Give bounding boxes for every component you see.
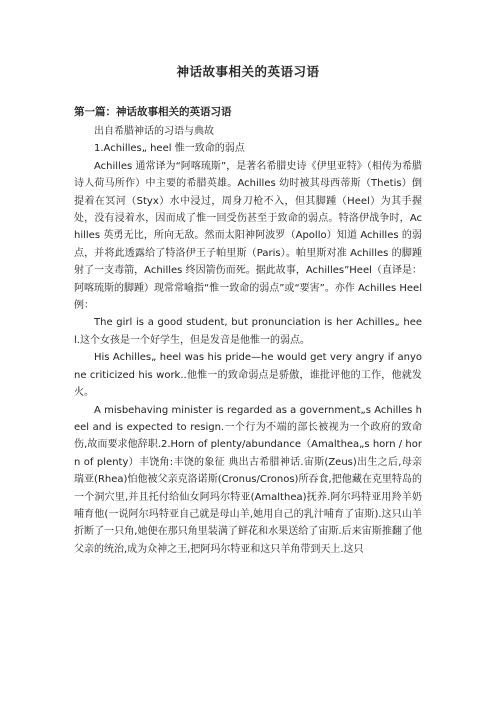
paragraph-achilles-story: Achilles 通常译为“阿喀琉斯”，是著名希腊史诗《伊里亚特》（相传为希腊诗人荷马所作）中主要的希腊英雄。Achilles 幼时被其母西蒂斯（Thetis）倒提着在冥河（Styx）水中浸过，周身刀枪不入，但其脚踵（Heel）为其手握处，没有浸着水，因而成了惟一回受伤甚至于致命的弱点。特洛伊战争时，Achilles 英勇无比，所向无敌。然而太阳神阿波罗（Apollo）知道 Achilles 的弱点，并将此透露给了特洛伊王子帕里斯（Paris）。帕里斯对准 Achilles 的脚踵射了一支毒箭，Achilles 终因箭伤而死。据此故事，Achilles”Heel（直译是：阿喀琉斯的脚踵）现常常喻指“惟一致命的弱点”或“要害”。亦作 Achilles Heel 例： [74,160,422,312]
paragraph-example-1: The girl is a good student, but pronunciation is her Achilles„ heel.这个女孩是一个好学生，但是发音是他惟一的弱点。 [74,317,422,346]
paragraph-example-3-and-horn: A misbehaving minister is regarded as a government„s Achilles heel and is expected to resign.一个行为不端的部长被视为一个政府的致命伤,故而要求他辞职.2.Horn of plenty/abundance（Amalthea„s horn / horn of plenty）丰饶角:丰饶的象征 典出古希腊神话.宙斯(Zeus)出生之后,母亲瑞亚(Rhea)怕他被父亲克洛诺斯(Cronus/Cronos)所吞食,把他藏在克里特岛的一个洞穴里,并且托付给仙女阿玛尔特亚(Amalthea)抚养.阿尔玛特亚用羚羊奶哺育他(一说阿尔玛特亚自己就是母山羊,她用自己的乳汁哺育了宙斯).这只山羊折断了一只角,她便在那只角里装满了鲜花和水果送给了宙斯.后来宙斯推翻了他父亲的统治,成为众神之王,把阿玛尔特亚和这只羊角带到天上.这只 [74,404,422,555]
document-title: 神话故事相关的英语习语 [176,64,320,79]
paragraph-intro: 出自希腊神话的习语与典故 [94,126,214,137]
section-title: 第一篇：神话故事相关的英语习语 [74,106,232,118]
paragraph-example-2: His Achilles„ heel was his pride—he would get very angry if anyone criticized his work..他惟一的致命弱点是骄傲，谁批评他的工作，他就发火。 [74,352,422,399]
paragraph-heading-achilles: 1.Achilles„ heel 惟一致命的弱点 [94,143,245,155]
